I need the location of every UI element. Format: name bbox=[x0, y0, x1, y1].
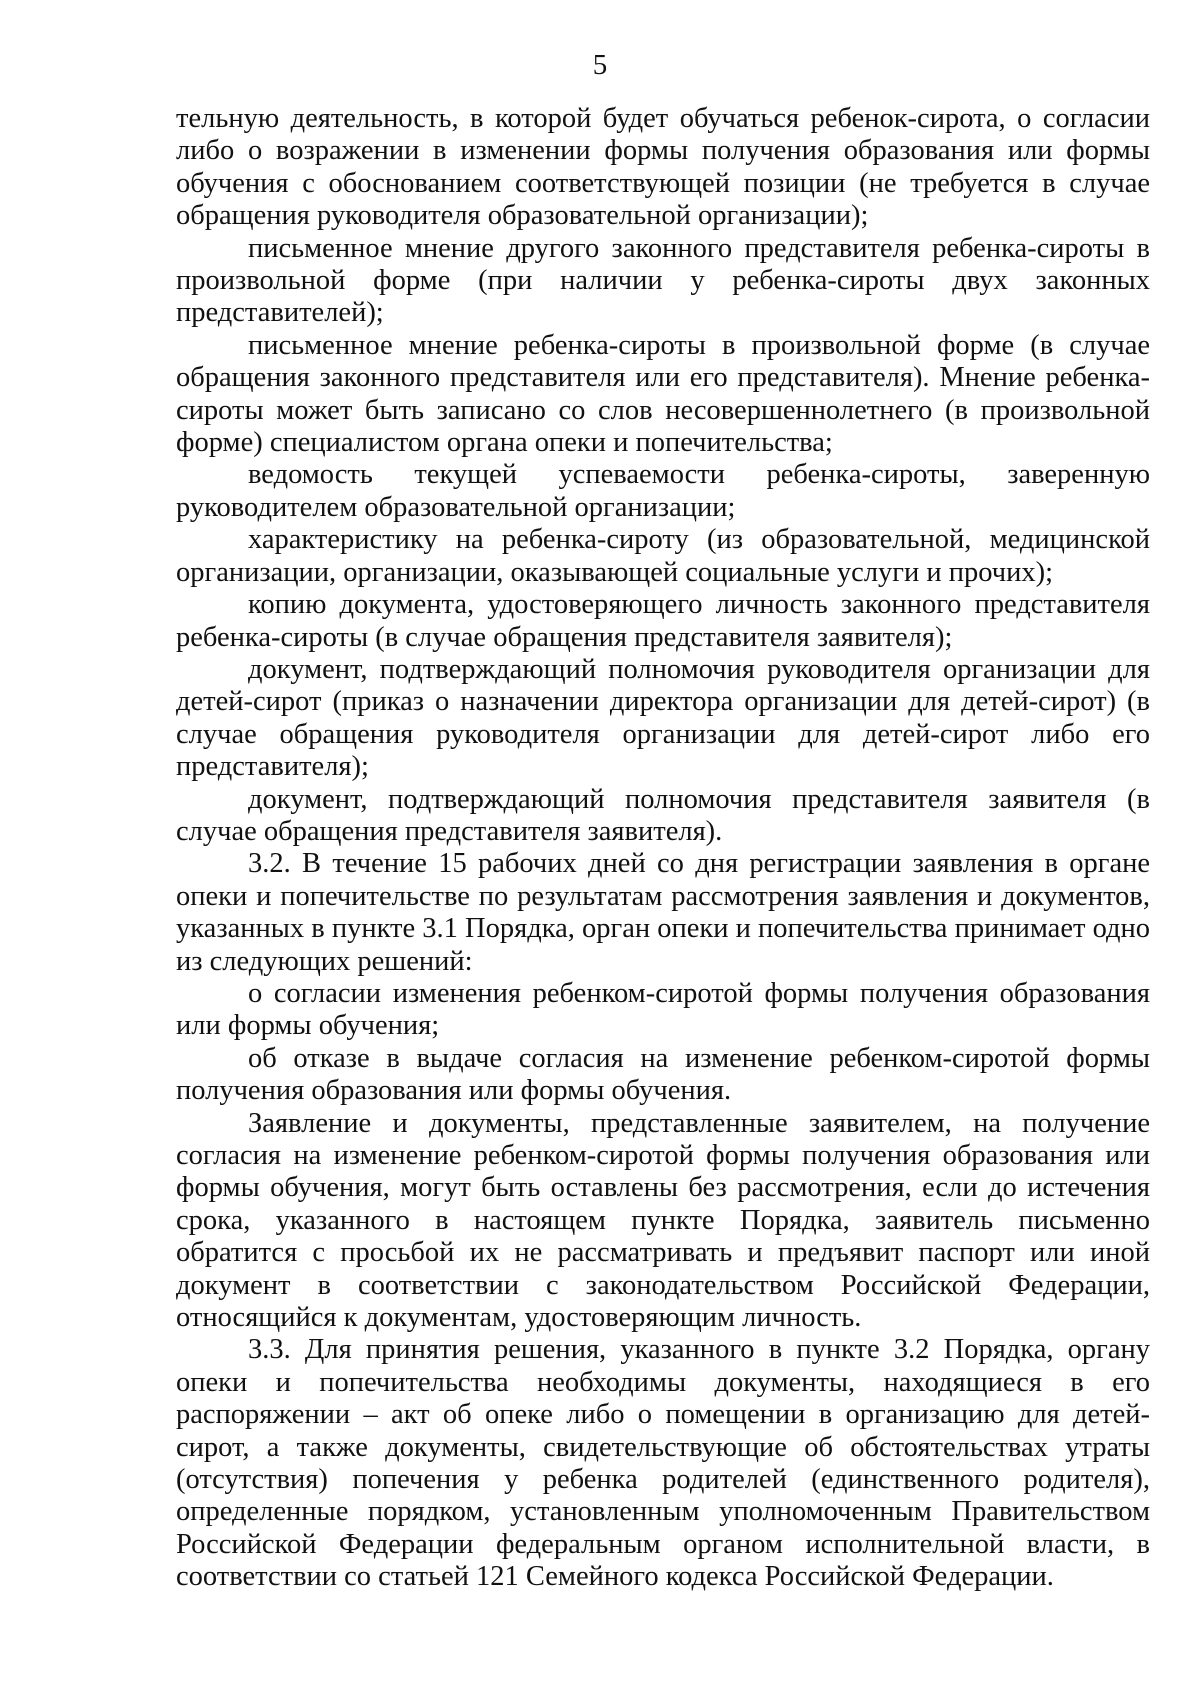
paragraph-child-opinion: письменное мнение ребенка-сироты в произвольной форме (в случае обращения законного представителя или его представителя). Мнение ребенка-сироты может быть записано со слов несовершеннолетнего (в произвольной форме) специалистом органа опеки и попечительства; bbox=[176, 329, 1150, 459]
paragraph-identity-document-copy: копию документа, удостоверяющего личность законного представителя ребенка-сироты (в случае обращения представителя заявителя); bbox=[176, 589, 1150, 653]
paragraph-continuation: тельную деятельность, в которой будет обучаться ребенок-сирота, о согласии либо о возражении в изменении формы получения образования или формы обучения с обоснованием соответствующей позиции (не требуется в случае обращения руководителя образовательной организации); bbox=[176, 103, 1150, 232]
paragraph-section-3-3: 3.3. Для принятия решения, указанного в пункте 3.2 Порядка, органу опеки и попечительства необходимы документы, находящиеся в его распоряжении – акт об опеке либо о помещении в организацию для детей-сирот, а также документы, свидетельствующие об обстоятельствах утраты (отсутствия) попечения у ребенка родителей (единственного родителя), определенные порядком, установленным уполномоченным Правительством Российской Федерации федеральным органом исполнительной власти, в соответствии со статьей 121 Семейного кодекса Российской Федерации. bbox=[176, 1334, 1150, 1593]
paragraph-decision-refusal: об отказе в выдаче согласия на изменение ребенком-сиротой формы получения образования или формы обучения. bbox=[176, 1042, 1150, 1107]
paragraph-representative-authority-document: документ, подтверждающий полномочия представителя заявителя (в случае обращения представителя заявителя). bbox=[176, 783, 1150, 847]
paragraph-characteristic: характеристику на ребенка-сироту (из образовательной, медицинской организации, организации, оказывающей социальные услуги и прочих); bbox=[176, 524, 1150, 588]
paragraph-decision-consent: о согласии изменения ребенком-сиротой формы получения образования или формы обучения; bbox=[176, 977, 1150, 1042]
document-body bbox=[176, 103, 1150, 1594]
paragraph-progress-report: ведомость текущей успеваемости ребенка-сироты, заверенную руководителем образовательной организации; bbox=[176, 459, 1150, 523]
paragraph-head-authority-document: документ, подтверждающий полномочия руководителя организации для детей-сирот (приказ о назначении директора организации для детей-сирот) (в случае обращения руководителя организации для детей-сирот либо его представителя); bbox=[176, 653, 1150, 783]
paragraph-section-3-2: 3.2. В течение 15 рабочих дней со дня регистрации заявления в органе опеки и попечительстве по результатам рассмотрения заявления и документов, указанных в пункте 3.1 Порядка, орган опеки и попечительства принимает одно из следующих решений: bbox=[176, 848, 1150, 977]
paragraph-other-representative-opinion: письменное мнение другого законного представителя ребенка-сироты в произвольной форме (при наличии у ребенка-сироты двух законных представителей); bbox=[176, 232, 1150, 329]
page-number: 5 bbox=[592, 49, 608, 81]
paragraph-application-withdrawal: Заявление и документы, представленные заявителем, на получение согласия на изменение ребенком-сиротой формы получения образования или формы обучения, могут быть оставлены без рассмотрения, если до истечения срока, указанного в настоящем пункте Порядка, заявитель письменно обратится с просьбой их не рассматривать и предъявит паспорт или иной документ в соответствии с законодательством Российской Федерации, относящийся к документам, удостоверяющим личность. bbox=[176, 1107, 1150, 1334]
